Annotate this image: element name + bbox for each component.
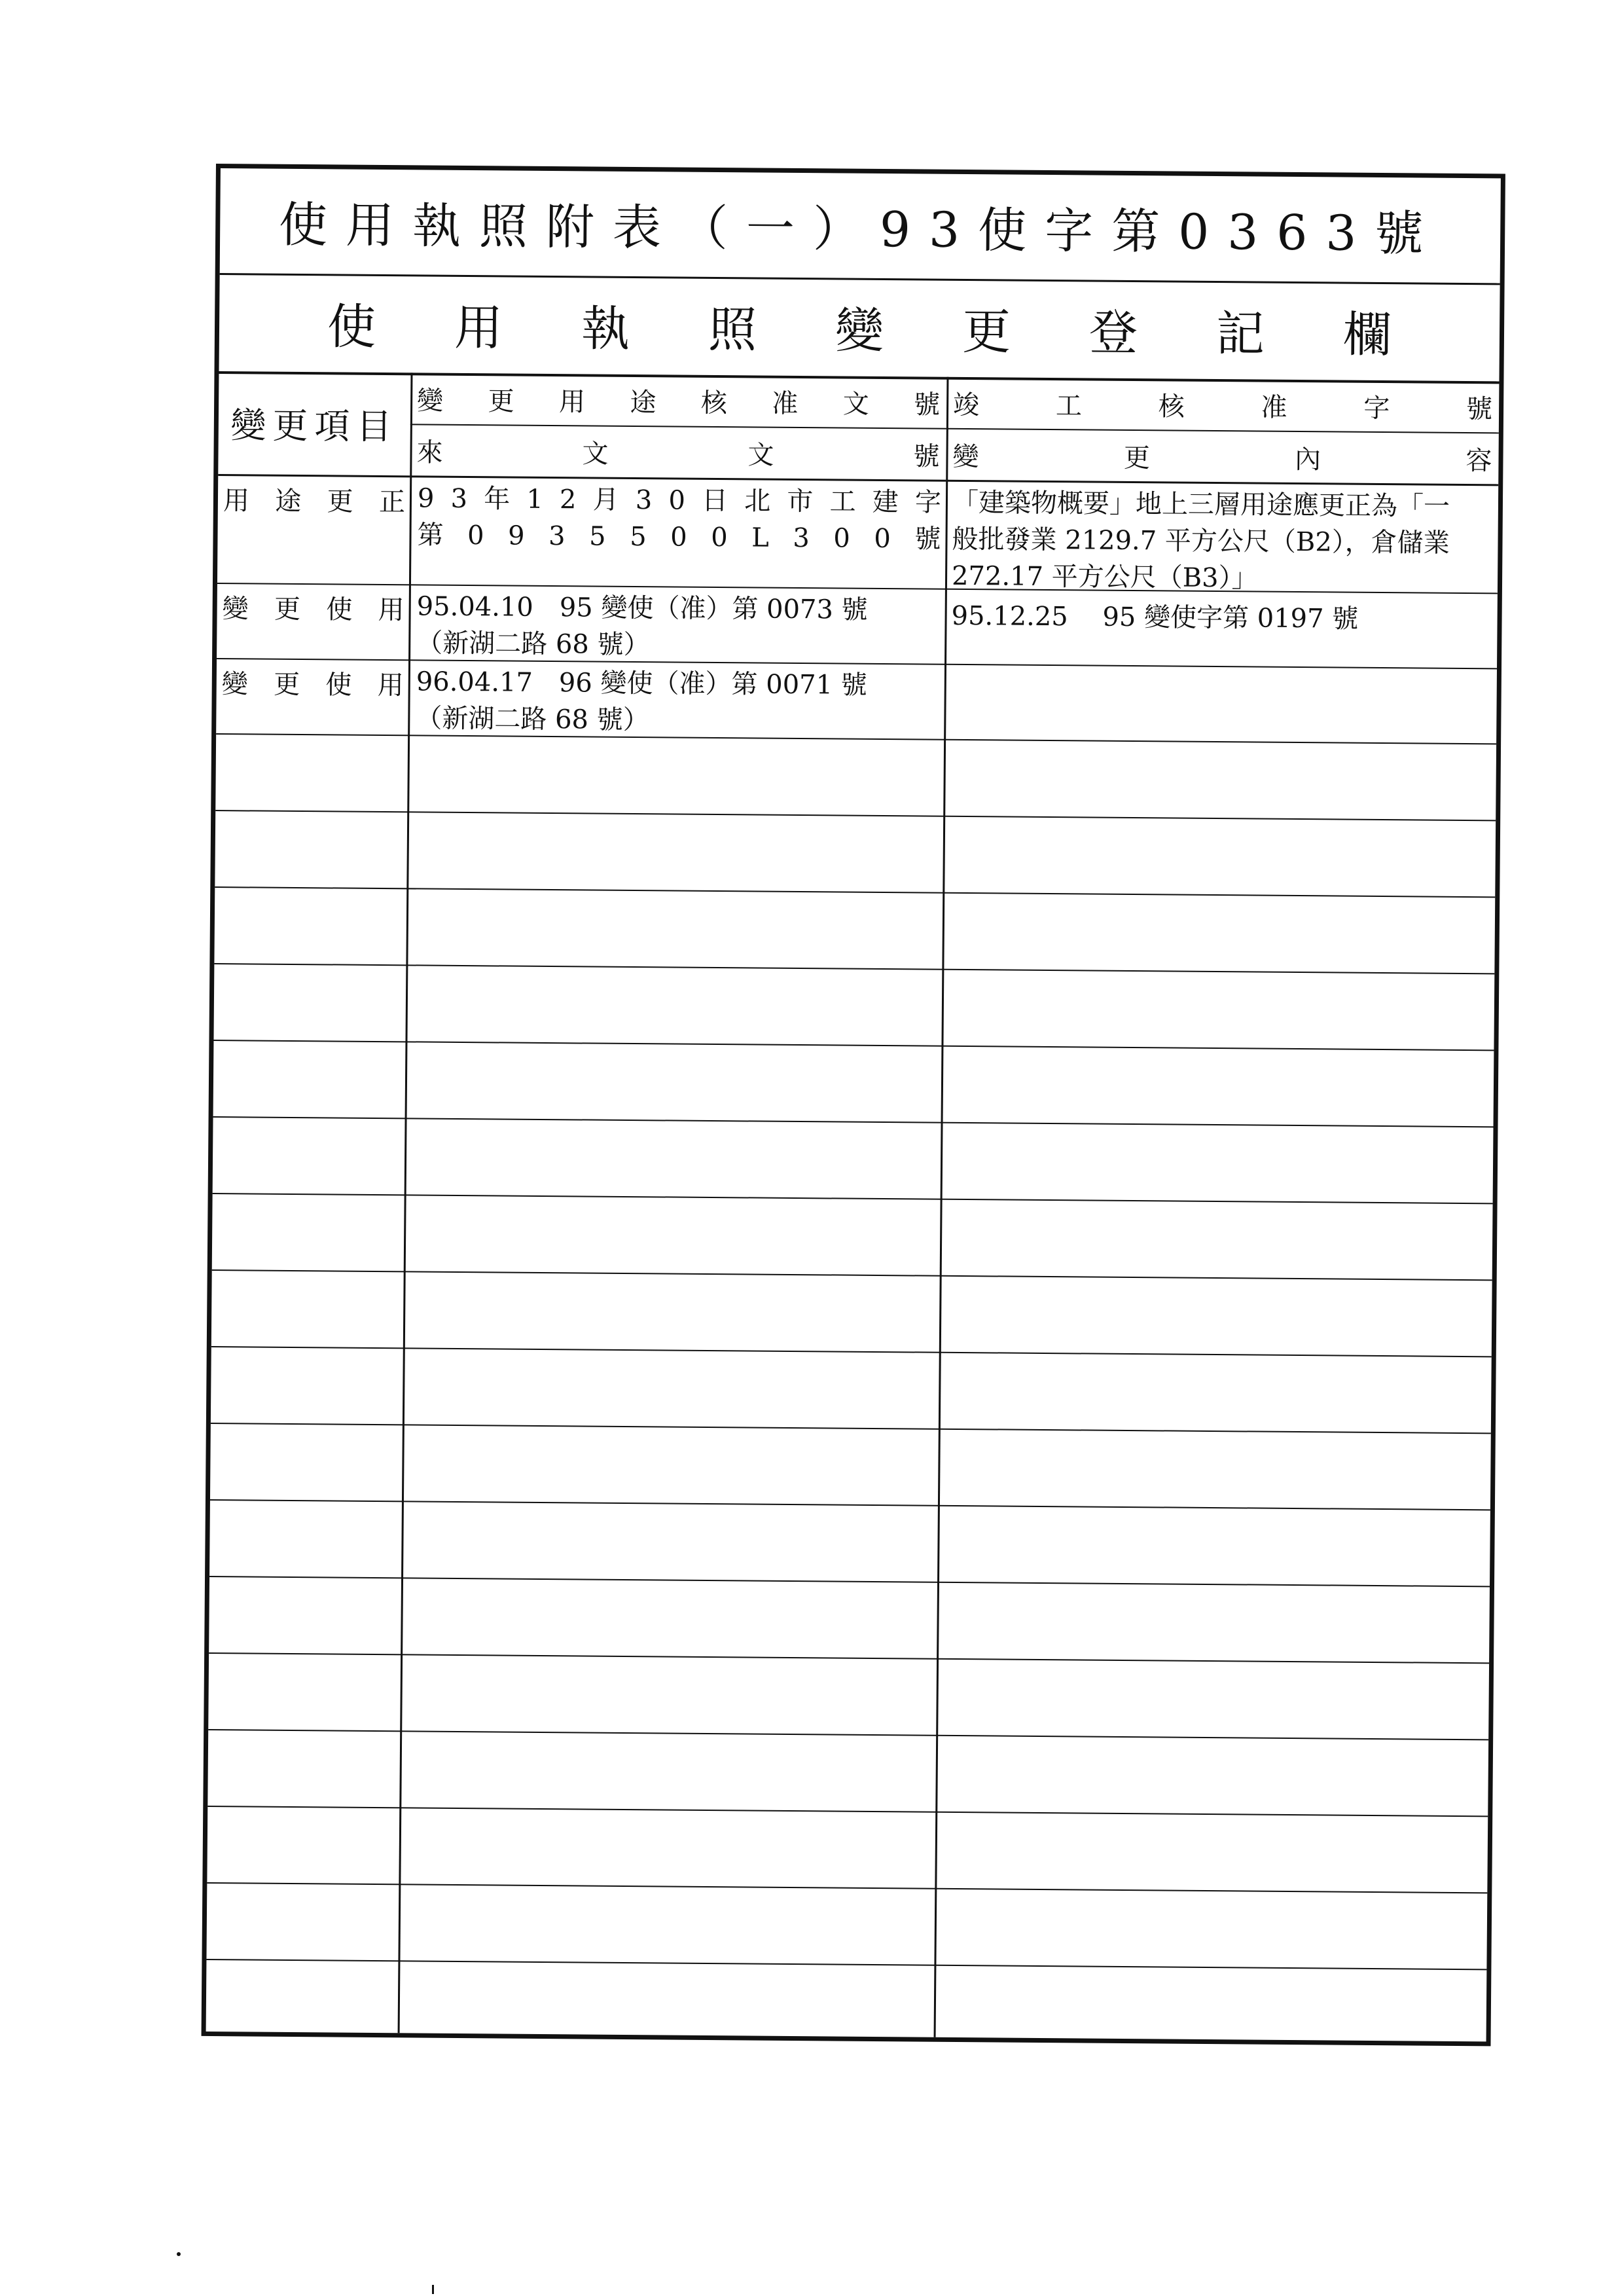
table-row xyxy=(216,659,1497,744)
register-rows xyxy=(206,476,1499,2041)
empty-row xyxy=(206,1960,1486,2050)
row-item: 用 途 更 正 xyxy=(223,486,406,518)
scan-speck xyxy=(432,2285,434,2294)
empty-row xyxy=(215,735,1496,821)
header-incoming-doc: 來 文 文 號 xyxy=(410,425,946,481)
empty-row xyxy=(207,1730,1488,1817)
row-doc-line: 96.04.17 96 變使（准）第 0071 號 xyxy=(416,666,867,701)
form-title: 使用執照附表（一）93使字第0363號 xyxy=(278,196,1442,263)
empty-row xyxy=(209,1577,1490,1664)
empty-row xyxy=(209,1501,1490,1587)
row-approval-doc xyxy=(416,588,941,665)
header-change-content: 變 更 內 容 xyxy=(946,429,1499,486)
empty-row xyxy=(213,1041,1494,1127)
row-approval-doc xyxy=(416,663,940,740)
header-approval-no: 變 更 用 途 核 准 文 號 xyxy=(410,373,947,429)
row-doc-line: （新湖二路 68 號） xyxy=(416,628,650,661)
empty-row xyxy=(206,1884,1487,1970)
row-doc-line: 第 0 9 3 5 5 0 0 L 3 0 0 號 xyxy=(417,520,941,555)
empty-row xyxy=(207,1807,1488,1893)
form-title-row xyxy=(220,168,1501,285)
empty-row xyxy=(212,1194,1493,1281)
row-change-line: 「建築物概要」地上三層用途應更正為「一 xyxy=(952,487,1450,522)
empty-row xyxy=(211,1271,1492,1357)
table-row xyxy=(217,584,1498,669)
empty-row xyxy=(215,811,1496,898)
row-change-line: 95.12.25 95 變使字第 0197 號 xyxy=(951,600,1359,634)
row-change-content xyxy=(951,598,1492,638)
empty-row xyxy=(214,888,1495,974)
row-doc-line: 9 3 年 1 2 月 3 0 日 北 市 工 建 字 xyxy=(417,483,942,518)
form-subtitle: 使用執照變更登記欄 xyxy=(327,299,1471,365)
row-item: 變 更 使 用 xyxy=(222,594,404,626)
row-change-content xyxy=(952,484,1493,598)
header-completion-no: 竣 工 核 准 字 號 xyxy=(946,377,1500,434)
header-change-item: 變更項目 xyxy=(218,371,410,477)
row-change-line: 般批發業 2129.7 平方公尺（B2），倉儲業 xyxy=(952,524,1450,558)
row-change-line: 272.17 平方公尺（B3）」 xyxy=(951,560,1258,594)
register-form xyxy=(202,164,1505,2046)
empty-row xyxy=(208,1654,1489,1740)
empty-row xyxy=(213,964,1494,1051)
empty-row xyxy=(210,1424,1491,1510)
row-doc-line: 95.04.10 95 變使（准）第 0073 號 xyxy=(416,591,868,625)
empty-row xyxy=(213,1118,1494,1204)
form-subtitle-row xyxy=(219,273,1500,384)
table-row xyxy=(217,476,1498,594)
row-doc-line: （新湖二路 68 號） xyxy=(416,703,649,736)
row-item: 變 更 使 用 xyxy=(221,669,404,701)
empty-row xyxy=(211,1347,1492,1434)
row-approval-doc xyxy=(417,480,941,557)
scan-speck xyxy=(177,2252,181,2256)
